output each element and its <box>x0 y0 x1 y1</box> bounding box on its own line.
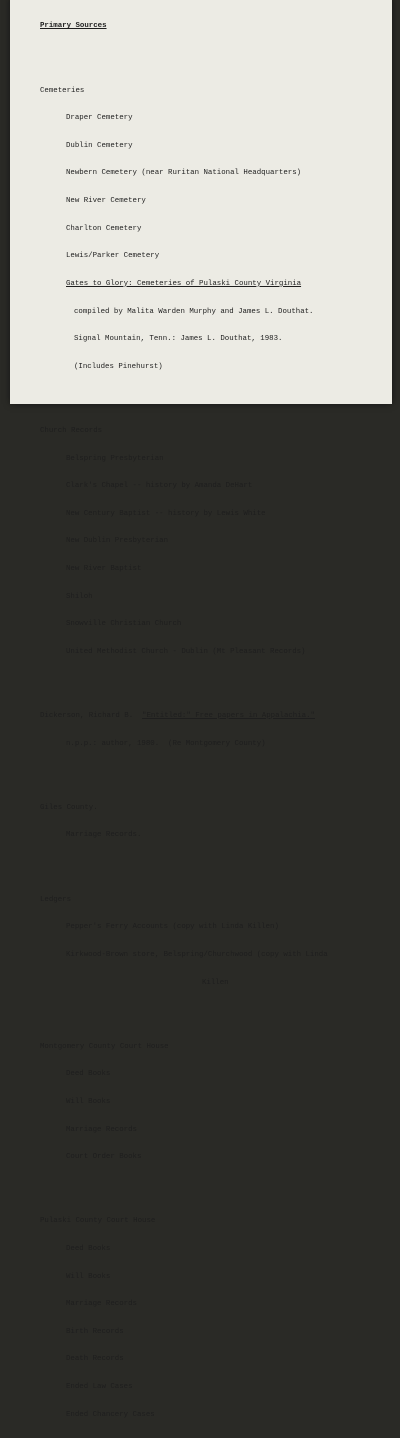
section-heading-church: Church Records <box>40 426 103 435</box>
list-item: Pepper's Ferry Accounts (copy with Linda Killen) <box>66 923 279 932</box>
list-item: Death Records <box>66 1355 124 1364</box>
list-item: Marriage Records. <box>66 831 142 840</box>
list-item: Ended Chancery Cases <box>66 1410 155 1419</box>
citation-author: Dickerson, Richard B. <box>40 712 143 721</box>
list-item: New Dublin Presbyterian <box>66 537 169 546</box>
list-item: New River Baptist <box>66 564 142 573</box>
section-heading-ledgers: Ledgers <box>40 895 72 904</box>
citation-line: Signal Mountain, Tenn.: James L. Douthat, 1983. <box>74 335 283 344</box>
document-body <box>40 0 386 1438</box>
section-heading-giles: Giles County. <box>40 803 98 812</box>
citation-line: (Includes Pinehurst) <box>74 362 163 371</box>
list-item-continuation: Killen <box>202 978 229 987</box>
list-item: Birth Records <box>66 1327 124 1336</box>
list-item: Snowville Christian Church <box>66 620 182 629</box>
book-title: Gates to Glory: Cemeteries of Pulaski County Virginia <box>66 279 302 288</box>
list-item: United Methodist Church - Dublin (Mt Pleasant Records) <box>66 647 306 656</box>
list-item: Lewis/Parker Cemetery <box>66 252 160 261</box>
list-item: Kirkwood-Brown store, Belspring/Churchwood (copy with Linda <box>66 950 328 959</box>
list-item: Belspring Presbyterian <box>66 454 164 463</box>
list-item: Deed Books <box>66 1070 111 1079</box>
citation-title: "Entitled:" Free papers in Appalachia." <box>142 712 315 721</box>
list-item: Marriage Records <box>66 1125 137 1134</box>
list-item: New Century Baptist -- history by Lewis White <box>66 509 266 518</box>
list-item: Will Books <box>66 1272 111 1281</box>
list-item: Charlton Cemetery <box>66 224 142 233</box>
list-item: Draper Cemetery <box>66 114 133 123</box>
section-heading-cemeteries: Cemeteries <box>40 86 85 95</box>
list-item: Dublin Cemetery <box>66 141 133 150</box>
list-item: Court Order Books <box>66 1153 142 1162</box>
list-item: Shiloh <box>66 592 93 601</box>
list-item: Marriage Records <box>66 1300 137 1309</box>
section-heading-montgomery: Montgomery County Court House <box>40 1042 169 1051</box>
list-item: Ended Law Cases <box>66 1383 133 1392</box>
citation-dickerson <box>40 712 386 721</box>
list-item: Will Books <box>66 1097 111 1106</box>
list-item: Deed Books <box>66 1245 111 1253</box>
list-item: Clark's Chapel -- history by Amanda DeHart <box>66 482 253 491</box>
list-item: New River Cemetery <box>66 197 146 206</box>
page-title: Primary Sources <box>40 22 107 31</box>
list-item: Newbern Cemetery (near Ruritan National Headquarters) <box>66 169 302 178</box>
document-page <box>10 0 392 1419</box>
citation-line: n.p.p.: author, 1980. (Re Montgomery County) <box>66 739 266 748</box>
citation-line: compiled by Malita Warden Murphy and James L. Douthat. <box>74 307 314 316</box>
section-heading-pulaski: Pulaski County Court House <box>40 1217 156 1226</box>
